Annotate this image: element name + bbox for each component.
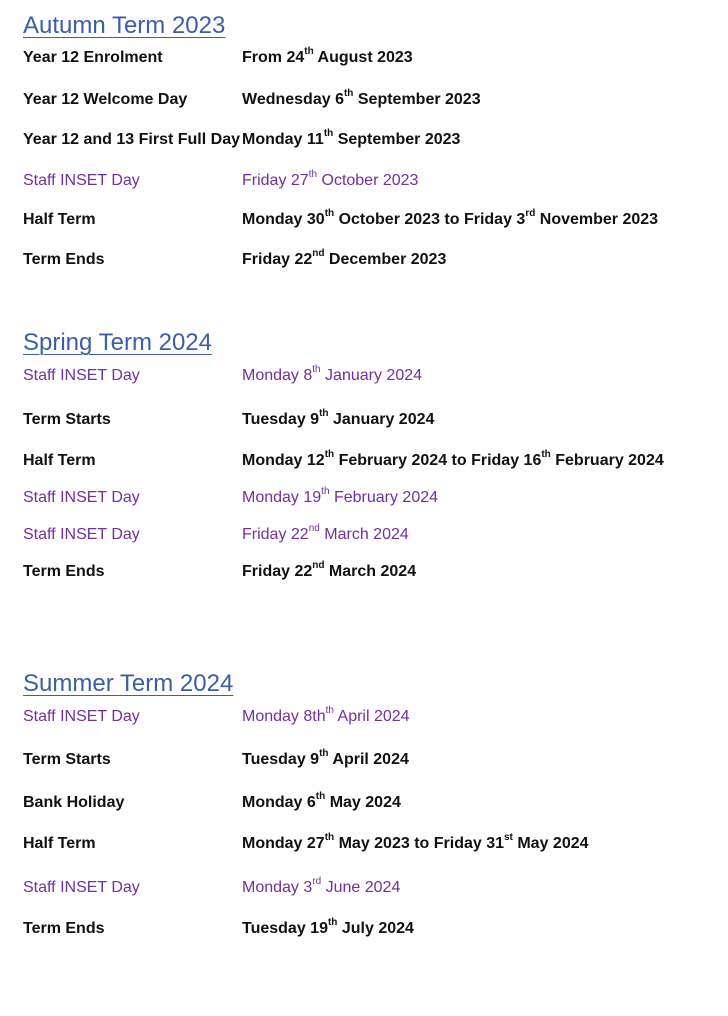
row-date: [242, 706, 410, 728]
ordinal-suffix: th: [312, 363, 321, 375]
date-row-staff-inset-day: [0, 365, 728, 387]
row-label: Term Ends: [23, 251, 105, 268]
date-text: Monday 11: [242, 131, 324, 148]
date-row-first-full-day: [0, 129, 728, 151]
date-text: September 2023: [353, 91, 481, 108]
ordinal-suffix: th: [324, 831, 335, 843]
date-text: July 2024: [337, 920, 414, 937]
date-row-staff-inset-day: [0, 877, 728, 899]
date-text: May 2024: [512, 835, 589, 852]
date-row-year-12-enrolment: [0, 47, 728, 69]
ordinal-suffix: th: [321, 485, 330, 497]
row-date: [242, 487, 438, 509]
row-label: Year 12 Enrolment: [23, 49, 163, 66]
ordinal-suffix: th: [324, 448, 335, 460]
date-row-staff-inset-day: [0, 487, 728, 509]
date-text: August 2023: [313, 49, 413, 66]
date-text: Tuesday 19: [242, 920, 328, 937]
date-text: Monday 8: [242, 367, 313, 384]
date-text: Tuesday 9: [242, 751, 320, 768]
ordinal-suffix: th: [327, 916, 338, 928]
ordinal-suffix: th: [319, 747, 329, 759]
row-label: Staff INSET Day: [23, 879, 140, 896]
row-date: [242, 918, 414, 940]
ordinal-suffix: nd: [308, 522, 320, 534]
date-text: Friday 27: [242, 172, 309, 189]
date-row-term-ends: [0, 918, 728, 940]
ordinal-suffix: th: [304, 45, 314, 57]
date-text: Monday 3: [242, 879, 313, 896]
date-text: Friday 22: [242, 526, 309, 543]
date-row-bank-holiday: [0, 792, 728, 814]
date-row-term-ends: [0, 249, 728, 271]
ordinal-suffix: rd: [312, 875, 322, 887]
row-label: Bank Holiday: [23, 794, 125, 811]
date-text: Monday 12: [242, 452, 325, 469]
date-text: Friday 22: [242, 251, 313, 268]
row-date: [242, 365, 422, 387]
date-text: May 2023 to Friday 31: [334, 835, 504, 852]
row-date: [242, 209, 658, 231]
row-label: Term Starts: [23, 411, 111, 428]
section-title-summer: Summer Term 2024: [23, 670, 234, 697]
date-row-term-ends: [0, 561, 728, 583]
ordinal-suffix: nd: [312, 247, 325, 259]
date-row-staff-inset-day: [0, 524, 728, 546]
row-label: Half Term: [23, 211, 96, 228]
date-text: April 2024: [328, 751, 409, 768]
row-label: Year 12 and 13 First Full Day: [23, 131, 240, 148]
date-text: May 2024: [325, 794, 401, 811]
date-text: February 2024: [329, 489, 439, 506]
date-text: January 2024: [328, 411, 435, 428]
date-row-term-starts: [0, 749, 728, 771]
date-text: November 2023: [535, 211, 659, 228]
date-text: Monday 30: [242, 211, 325, 228]
row-date: [242, 129, 460, 151]
date-row-half-term: [0, 450, 728, 472]
ordinal-suffix: th: [325, 704, 334, 716]
ordinal-suffix: nd: [312, 559, 325, 571]
date-row-half-term: [0, 833, 728, 855]
row-date: [242, 877, 400, 899]
row-label: Year 12 Welcome Day: [23, 91, 188, 108]
row-label: Term Ends: [23, 563, 105, 580]
date-text: From 24: [242, 49, 305, 66]
date-text: March 2024: [319, 526, 409, 543]
date-row-year-12-welcome-day: [0, 89, 728, 111]
row-date: [242, 47, 413, 69]
date-text: December 2023: [324, 251, 447, 268]
row-date: [242, 409, 434, 431]
date-row-staff-inset-day: [0, 170, 728, 192]
date-text: Monday 27: [242, 835, 325, 852]
date-text: January 2024: [320, 367, 423, 384]
date-text: February 2024 to Friday 16: [334, 452, 542, 469]
date-text: Monday 19: [242, 489, 322, 506]
date-text: Wednesday 6: [242, 91, 344, 108]
date-row-staff-inset-day: [0, 706, 728, 728]
row-date: [242, 524, 409, 546]
row-date: [242, 749, 409, 771]
date-text: Monday 8th: [242, 708, 326, 725]
row-date: [242, 89, 481, 111]
ordinal-suffix: th: [315, 790, 326, 802]
date-row-half-term: [0, 209, 728, 231]
date-text: October 2023 to Friday 3: [334, 211, 526, 228]
row-date: [242, 833, 589, 855]
ordinal-suffix: th: [541, 448, 551, 460]
ordinal-suffix: th: [324, 207, 335, 219]
row-label: Staff INSET Day: [23, 708, 140, 725]
row-label: Staff INSET Day: [23, 367, 140, 384]
ordinal-suffix: th: [343, 87, 354, 99]
ordinal-suffix: th: [323, 127, 334, 139]
row-date: [242, 249, 446, 271]
row-date: [242, 792, 401, 814]
date-text: Friday 22: [242, 563, 313, 580]
date-text: September 2023: [333, 131, 461, 148]
row-label: Half Term: [23, 835, 96, 852]
row-label: Half Term: [23, 452, 96, 469]
ordinal-suffix: st: [504, 831, 513, 843]
ordinal-suffix: rd: [525, 207, 536, 219]
date-row-term-starts: [0, 409, 728, 431]
section-title-spring: Spring Term 2024: [23, 329, 212, 356]
row-date: [242, 561, 416, 583]
ordinal-suffix: th: [308, 168, 318, 180]
row-label: Term Ends: [23, 920, 105, 937]
row-label: Term Starts: [23, 751, 111, 768]
date-text: Tuesday 9: [242, 411, 320, 428]
date-text: April 2024: [333, 708, 410, 725]
date-text: June 2024: [321, 879, 401, 896]
row-label: Staff INSET Day: [23, 489, 140, 506]
row-date: [242, 170, 418, 192]
row-date: [242, 450, 664, 472]
section-title-autumn: Autumn Term 2023: [23, 12, 226, 39]
date-text: October 2023: [317, 172, 419, 189]
date-text: February 2024: [550, 452, 664, 469]
ordinal-suffix: th: [319, 407, 329, 419]
date-text: March 2024: [324, 563, 417, 580]
row-label: Staff INSET Day: [23, 172, 140, 189]
row-label: Staff INSET Day: [23, 526, 140, 543]
date-text: Monday 6: [242, 794, 316, 811]
